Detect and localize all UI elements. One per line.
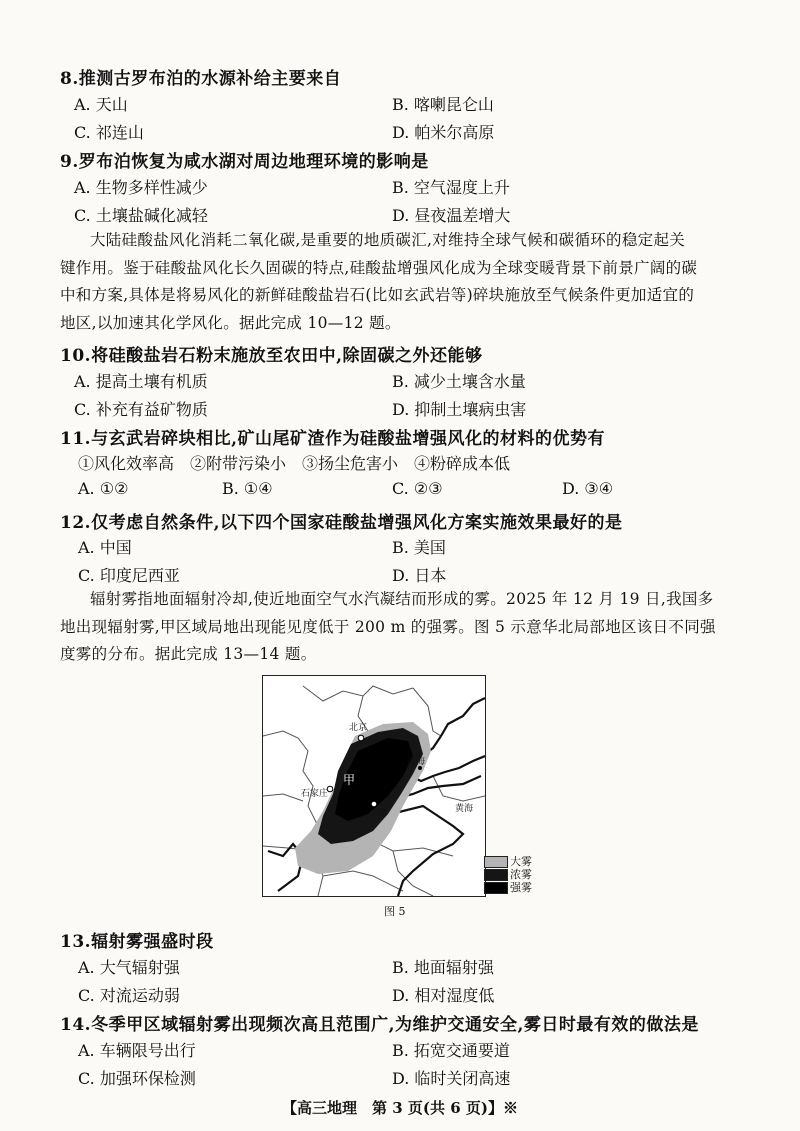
question-12-option-a: A. 中国 [78, 538, 132, 557]
question-10-stem: 10.将硅酸盐岩石粉末施放至农田中,除固碳之外还能够 [60, 346, 483, 366]
fog-distribution-map [262, 675, 486, 897]
question-10-option-a: A. 提高土壤有机质 [74, 372, 208, 391]
question-10-option-d: D. 抑制土壤病虫害 [392, 400, 527, 419]
page-footer: 【高三地理 第 3 页(共 6 页)】※ [282, 1099, 518, 1117]
question-12-stem: 12.仅考虑自然条件,以下四个国家硅酸盐增强风化方案实施效果最好的是 [60, 513, 623, 533]
shijiazhuang-marker [327, 786, 333, 792]
question-8-stem: 8.推测古罗布泊的水源补给主要来自 [60, 69, 342, 89]
question-10-option-b: B. 减少土壤含水量 [392, 372, 526, 391]
legend-swatch [484, 882, 508, 894]
figure-caption: 图 5 [384, 905, 406, 918]
question-12-option-c: C. 印度尼西亚 [78, 566, 180, 585]
question-9-option-a: A. 生物多样性减少 [74, 178, 208, 197]
question-9-option-b: B. 空气湿度上升 [392, 178, 510, 197]
question-11-option-c: C. ②③ [392, 479, 443, 498]
question-14-option-d: D. 临时关闭高速 [392, 1069, 511, 1088]
legend-item-light-fog [484, 855, 532, 868]
legend-label: 强雾 [510, 881, 532, 894]
passage-radiation-fog [60, 586, 750, 669]
bohai-label: 渤海 [407, 757, 426, 767]
legend-label: 浓雾 [510, 868, 532, 881]
question-9-option-d: D. 昼夜温差增大 [392, 206, 511, 225]
jinan-marker [371, 801, 377, 807]
shijiazhuang-label: 石家庄 [301, 789, 329, 799]
question-13-stem: 13.辐射雾强盛时段 [60, 932, 214, 952]
question-12-option-d: D. 日本 [392, 566, 447, 585]
question-14-option-c: C. 加强环保检测 [78, 1069, 196, 1088]
legend-swatch [484, 856, 508, 868]
legend-item-strong-fog [484, 881, 532, 894]
question-8-option-b: B. 喀喇昆仑山 [392, 95, 494, 114]
question-11-option-b: B. ①④ [222, 479, 273, 498]
passage-line: 度雾的分布。据此完成 13—14 题。 [60, 645, 317, 663]
passage-line: 键作用。鉴于硅酸盐风化长久固碳的特点,硅酸盐增强风化成为全球变暖背景下前景广阔的碳 [60, 258, 698, 277]
huanghai-label: 黄海 [455, 804, 474, 814]
question-13-option-c: C. 对流运动弱 [78, 986, 180, 1005]
region-jia-label: 甲 [343, 773, 356, 787]
question-8-option-c: C. 祁连山 [74, 123, 144, 142]
question-11-stem: 11.与玄武岩碎块相比,矿山尾矿渣作为硅酸盐增强风化的材料的优势有 [60, 429, 605, 449]
map-svg [263, 676, 485, 896]
beijing-label: 北京 [349, 723, 368, 733]
question-11-items: ①风化效率高 ②附带污染小 ③扬尘危害小 ④粉碎成本低 [78, 454, 511, 473]
question-8-option-a: A. 天山 [74, 95, 128, 114]
legend-label: 大雾 [510, 855, 532, 868]
question-10-option-c: C. 补充有益矿物质 [74, 400, 208, 419]
question-13-option-b: B. 地面辐射强 [392, 958, 494, 977]
question-9-stem: 9.罗布泊恢复为咸水湖对周边地理环境的影响是 [60, 152, 429, 172]
legend-item-dense-fog [484, 868, 532, 881]
passage-line: 地区,以加速其化学风化。据此完成 10—12 题。 [60, 313, 401, 332]
passage-line: 大陆硅酸盐风化消耗二氧化碳,是重要的地质碳汇,对维持全球气候和碳循环的稳定起关 [90, 231, 686, 249]
question-11-option-a: A. ①② [78, 479, 129, 498]
question-8-option-d: D. 帕米尔高原 [392, 123, 495, 142]
jinan-label: 济南 [369, 809, 388, 819]
question-14-stem: 14.冬季甲区域辐射雾出现频次高且范围广,为维护交通安全,雾日时最有效的做法是 [60, 1015, 699, 1035]
map-legend [484, 855, 532, 894]
question-13-option-a: A. 大气辐射强 [78, 958, 180, 977]
question-13-option-d: D. 相对湿度低 [392, 986, 495, 1005]
question-11-option-d: D. ③④ [562, 479, 614, 498]
question-9-option-c: C. 土壤盐碱化减轻 [74, 206, 208, 225]
question-12-option-b: B. 美国 [392, 538, 446, 557]
passage-weathering [60, 227, 750, 337]
question-14-option-b: B. 拓宽交通要道 [392, 1041, 510, 1060]
passage-line: 辐射雾指地面辐射冷却,使近地面空气水汽凝结而形成的雾。2025 年 12 月 19 日,我国多 [90, 590, 714, 608]
legend-swatch [484, 869, 508, 881]
question-14-option-a: A. 车辆限号出行 [78, 1041, 196, 1060]
passage-line: 中和方案,具体是将易风化的新鲜硅酸盐岩石(比如玄武岩等)碎块施放至气候条件更加适宜的 [60, 286, 695, 304]
passage-line: 地出现辐射雾,甲区域局地出现能见度低于 200 m 的强雾。图 5 示意华北局部地区该日不同强 [60, 617, 716, 636]
beijing-marker [358, 735, 364, 741]
